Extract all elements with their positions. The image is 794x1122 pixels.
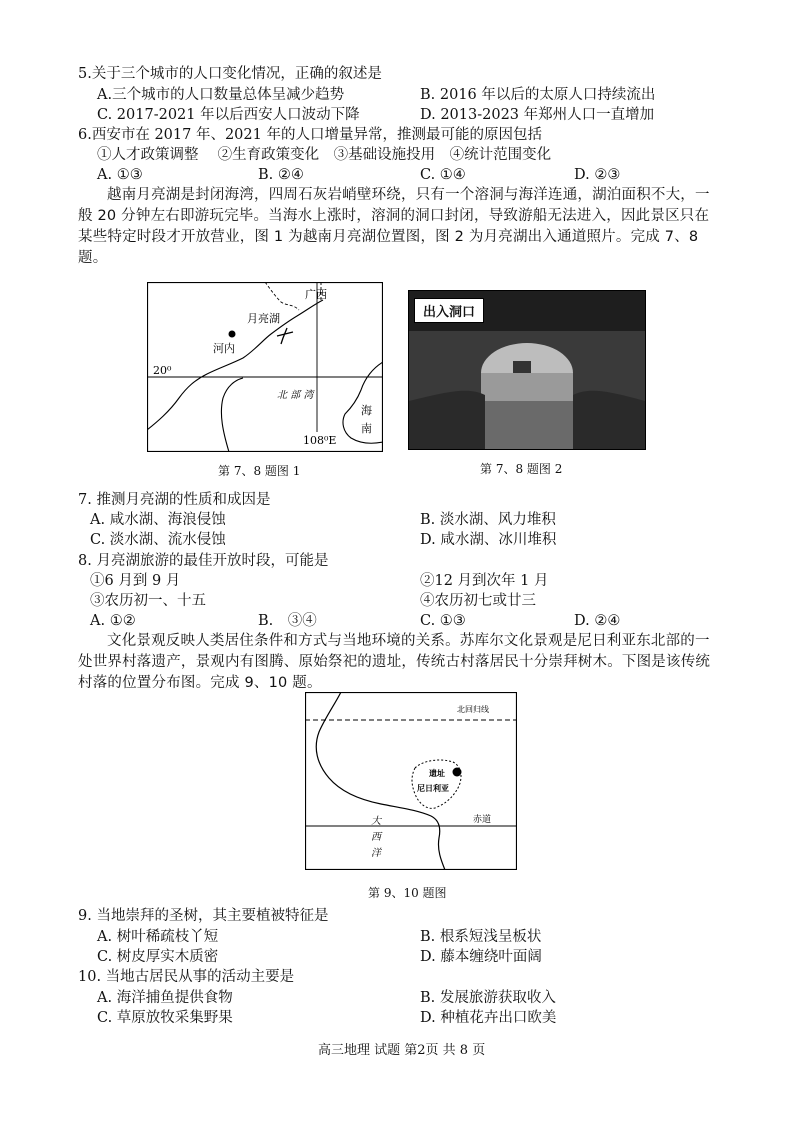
map1-label-gulf: 北 部 湾 [277, 390, 314, 401]
q8-option-b: B. ③④ [258, 613, 317, 629]
q6-items: ①人才政策调整 ②生育政策变化 ③基础设施投用 ④统计范围变化 [97, 147, 552, 163]
q7-option-b: B. 淡水湖、风力堆积 [420, 512, 556, 528]
map-nigeria-village [305, 692, 517, 870]
map2-label-nigeria: 尼日利亚 [417, 783, 449, 793]
q10-option-b: B. 发展旅游获取收入 [420, 990, 556, 1006]
q8-item-1: ①6 月到 9 月 [90, 573, 181, 589]
q7-stem: 7. 推测月亮湖的性质和成因是 [78, 492, 271, 508]
q9-option-d: D. 藤本缠绕叶面阔 [420, 949, 542, 965]
intro-9-10: 文化景观反映人类居住条件和方式与当地环境的关系。苏库尔文化景观是尼日利亚东北部的一处世界村落遗产，景观内有图腾、原始祭祀的遗址，传统古村落居民十分崇拜树木。下图是该传统村落的位置分布图。完成 9、10 题。 [78, 633, 711, 691]
q5-option-a: A.三个城市的人口数量总体呈减少趋势 [97, 87, 345, 103]
q6-option-b: B. ②④ [258, 167, 304, 183]
q6-stem: 6.西安市在 2017 年、2021 年的人口增量异常，推测最可能的原因包括 [78, 127, 542, 143]
q8-option-a: A. ①② [90, 613, 136, 629]
q10-option-a: A. 海洋捕鱼提供食物 [97, 990, 233, 1006]
q7-option-a: A. 咸水湖、海浪侵蚀 [90, 512, 226, 528]
q5-option-d: D. 2013-2023 年郑州人口一直增加 [420, 107, 655, 123]
map2-label-ocean-3: 洋 [371, 848, 381, 859]
photo-caption: 第 7、8 题图 2 [480, 462, 563, 476]
q8-option-c: C. ①③ [420, 613, 466, 629]
q6-option-d: D. ②③ [574, 167, 621, 183]
map1-label-hanoi: 河内 [213, 342, 235, 355]
map-moon-lake-location [147, 282, 383, 452]
map1-frame [148, 283, 383, 452]
page-footer: 高三地理 试题 第2页 共 8 页 [318, 1043, 486, 1058]
map2-label-ocean-2: 西 [371, 832, 381, 843]
q8-option-d: D. ②④ [574, 613, 621, 629]
map2-label-equator: 赤道 [473, 815, 492, 825]
q10-option-c: C. 草原放牧采集野果 [97, 1010, 233, 1026]
q8-stem: 8. 月亮湖旅游的最佳开放时段，可能是 [78, 553, 329, 569]
map1-label-hainan-1: 海 [361, 404, 372, 417]
q5-option-c: C. 2017-2021 年以后西安人口波动下降 [97, 107, 360, 123]
photo-label: 出入洞口 [414, 298, 484, 323]
q6-option-c: C. ①④ [420, 167, 466, 183]
map1-label-latitude: 20⁰ [153, 364, 172, 377]
q9-option-c: C. 树皮厚实木质密 [97, 949, 219, 965]
map1-hanoi-dot [229, 331, 236, 338]
map1-label-longitude: 108⁰E [303, 434, 337, 447]
map1-caption: 第 7、8 题图 1 [218, 464, 301, 478]
q8-item-4: ④农历初七或廿三 [420, 593, 536, 609]
map1-label-hainan-2: 南 [361, 422, 372, 435]
q7-option-d: D. 咸水湖、冰川堆积 [420, 532, 557, 548]
intro-7-8: 越南月亮湖是封闭海湾，四周石灰岩峭壁环绕，只有一个溶洞与海洋连通，湖泊面积不大，一般 20 分钟左右即游玩完毕。当海水上涨时，溶洞的洞口封闭，导致游船无法进入，因此景区只在某些特定时段才开放营业，图 1 为越南月亮湖位置图，图 2 为月亮湖出入通道照片。完成 7、8 题。 [78, 187, 710, 266]
q5-stem: 5.关于三个城市的人口变化情况，正确的叙述是 [78, 66, 382, 82]
q8-item-2: ②12 月到次年 1 月 [420, 573, 549, 589]
q9-option-b: B. 根系短浅呈板状 [420, 929, 542, 945]
q10-option-d: D. 种植花卉出口欧美 [420, 1010, 557, 1026]
q8-item-3: ③农历初一、十五 [90, 593, 206, 609]
map2-label-tropic: 北回归线 [457, 705, 489, 714]
q5-option-b: B. 2016 年以后的太原人口持续流出 [420, 87, 656, 103]
map1-label-moon-lake: 月亮湖 [247, 312, 280, 325]
map2-label-site: 遗址 [429, 768, 445, 778]
map2-site-marker [453, 768, 462, 777]
q9-option-a: A. 树叶稀疏枝丫短 [97, 929, 219, 945]
map2-frame [306, 693, 517, 870]
q9-stem: 9. 当地崇拜的圣树，其主要植被特征是 [78, 908, 329, 924]
map2-label-ocean-1: 大 [371, 816, 381, 827]
map2-caption: 第 9、10 题图 [368, 886, 447, 900]
q10-stem: 10. 当地古居民从事的活动主要是 [78, 969, 295, 985]
q7-option-c: C. 淡水湖、流水侵蚀 [90, 532, 226, 548]
map1-label-guangxi: 广西 [305, 288, 327, 301]
q6-option-a: A. ①③ [97, 167, 143, 183]
